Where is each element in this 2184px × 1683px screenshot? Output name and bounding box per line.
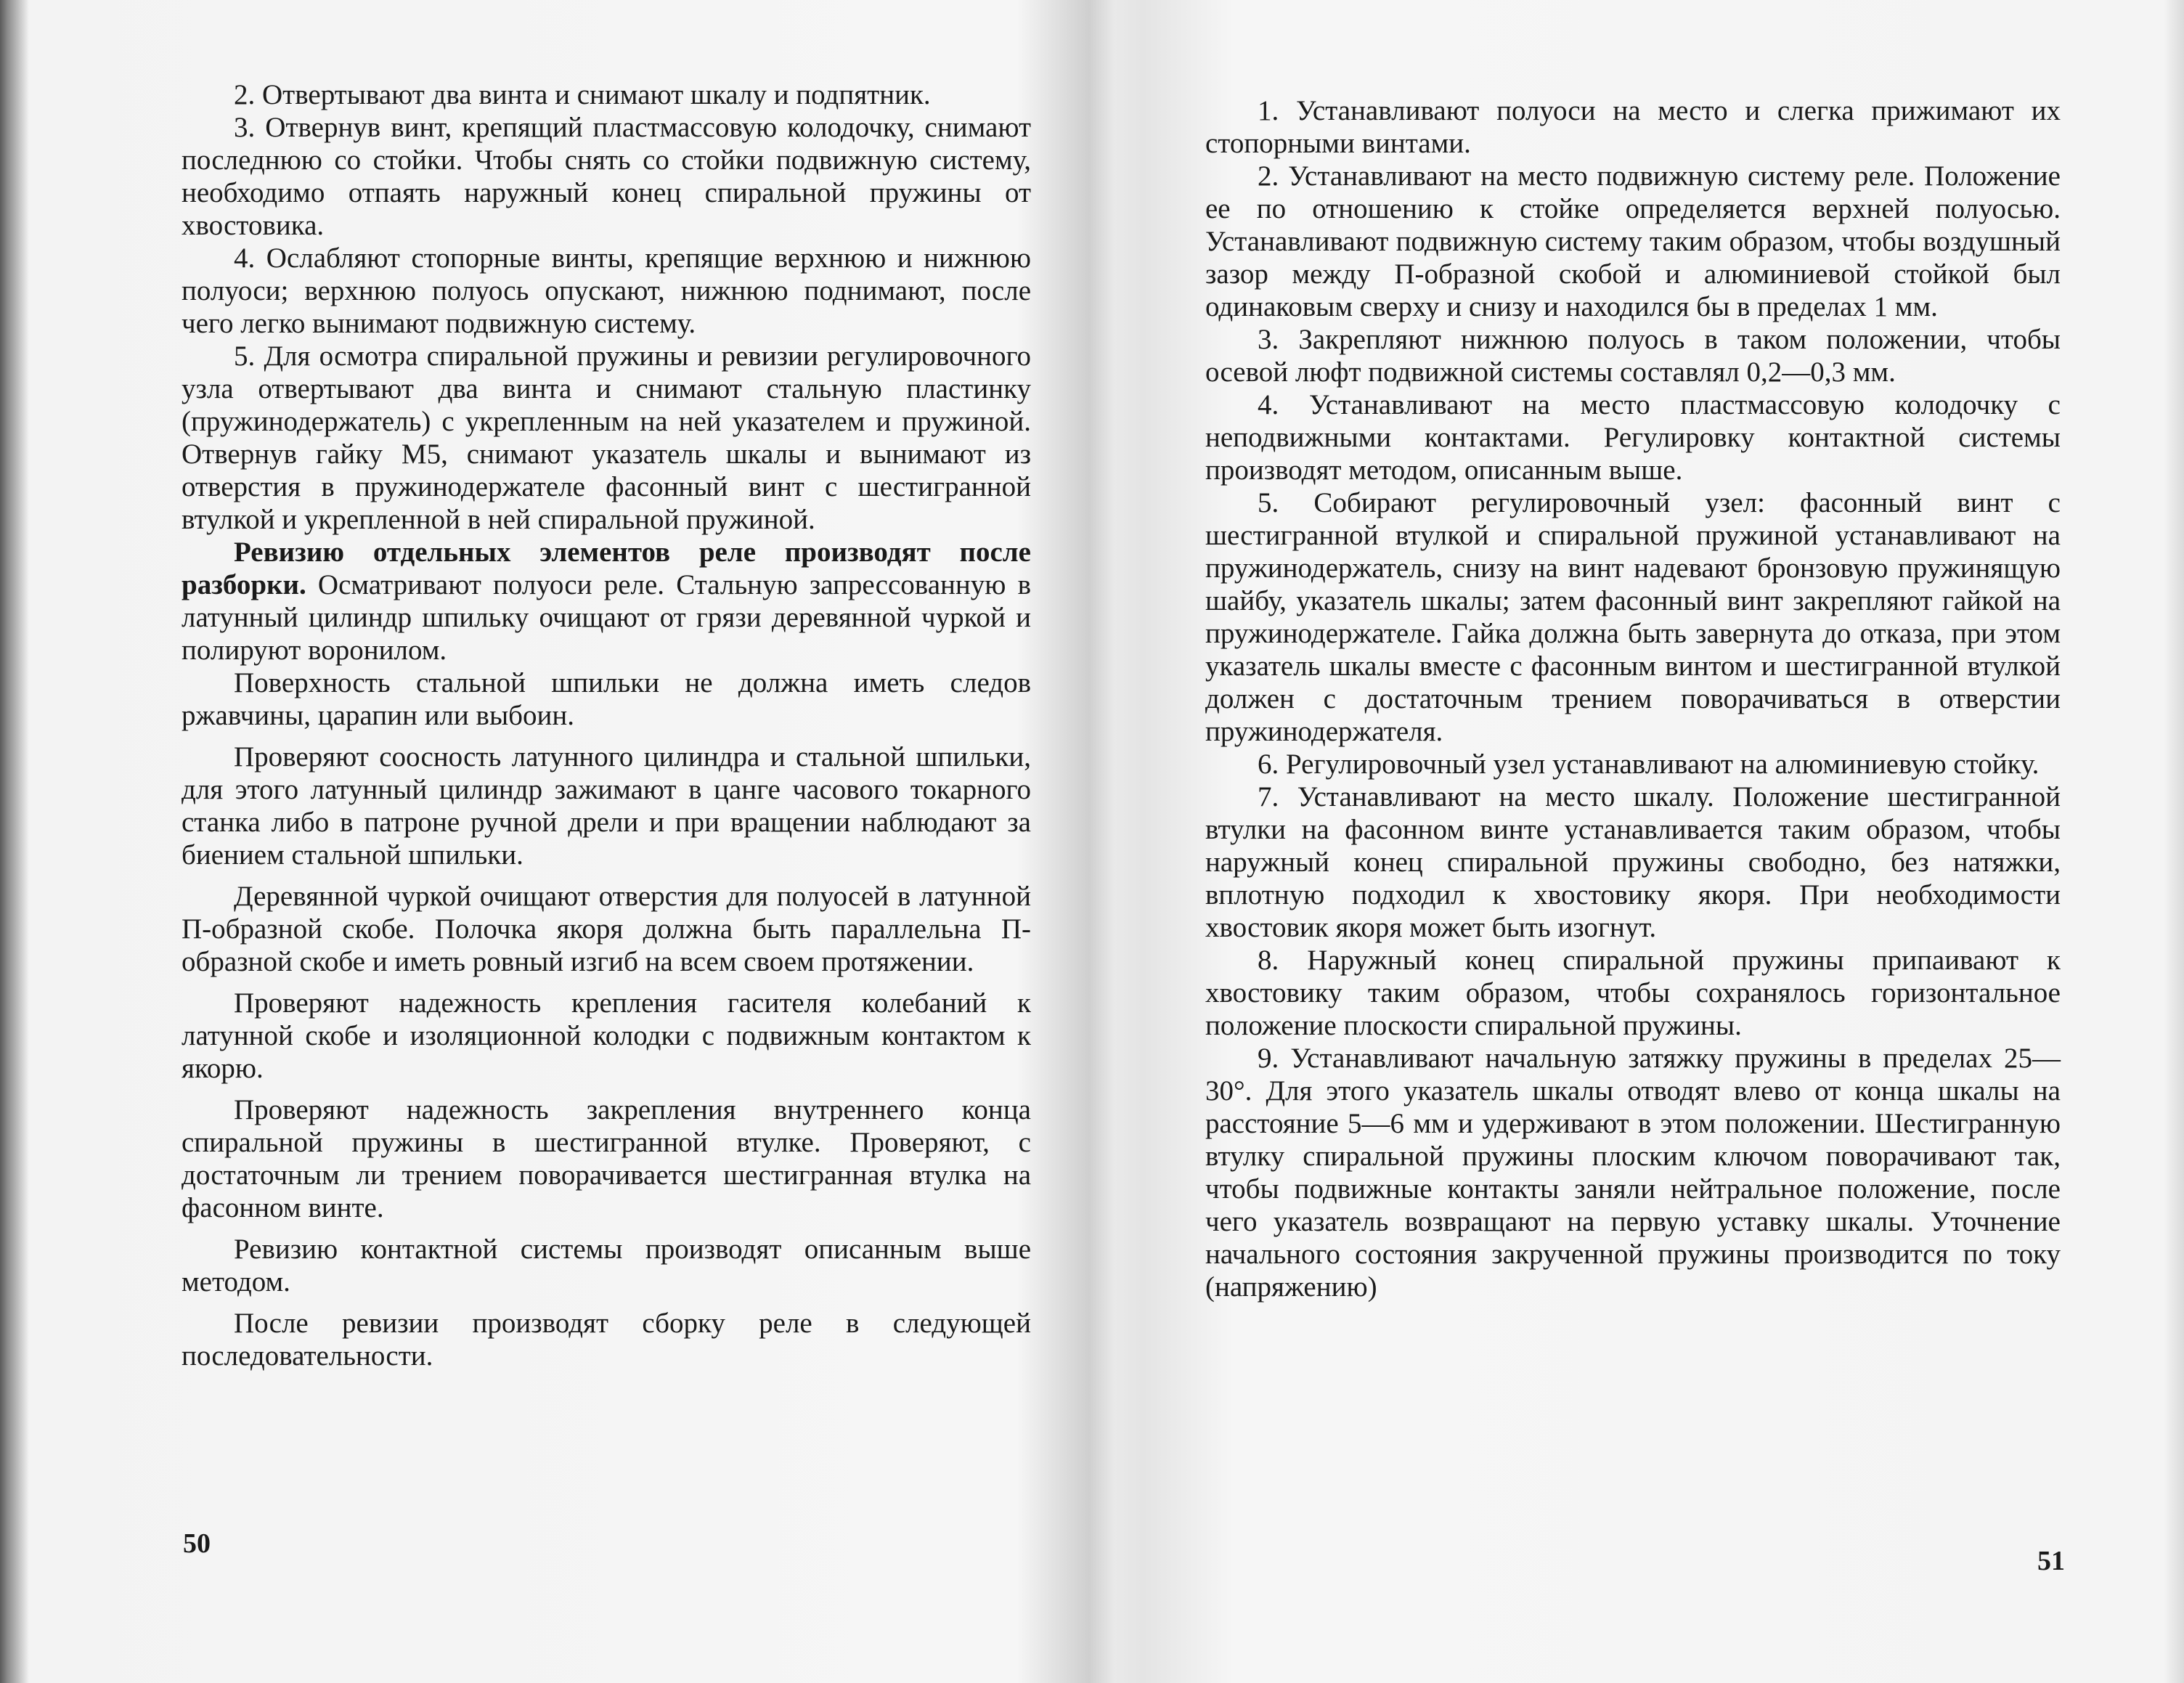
- paragraph-assembly-step-4: 4. Устанавливают на место пластмассовую колодочку с неподвижными контактами. Регулировку контактной системы производят методом, описанным выше.: [1205, 389, 2061, 486]
- revision-text: Осматривают полуоси реле. Стальную запрессованную в латунный цилиндр шпильку очищают от грязи деревянной чуркой и полируют воронилом.: [182, 569, 1031, 666]
- paragraph-contact-revision: Ревизию контактной системы производят описанным выше методом.: [182, 1234, 1031, 1297]
- paragraph-step-3: 3. Отвернув винт, крепящий пластмассовую колодочку, снимают последнюю со стойки. Чтобы снять со стойки подвижную систему, необходимо отпаять наружный конец спиральной пружины от хвостовика.: [182, 112, 1031, 241]
- page-number-left: 50: [183, 1528, 211, 1559]
- left-page: [0, 0, 1089, 1683]
- paragraph-assembly-step-9: 9. Устанавливают начальную затяжку пружины в пределах 25—30°. Для этого указатель шкалы отводят влево от конца шкалы на расстояние 5—6 мм и удерживают в этом положении. Шестигранную втулку спиральной пружины плоским ключом поворачивают так, чтобы подвижные контакты заняли нейтральное положение, после чего указатель возвращают на первую уставку шкалы. Уточнение начального состояния закрученной пружины производится по току (напряжению): [1205, 1043, 2061, 1303]
- paragraph-damper: Проверяют надежность крепления гасителя колебаний к латунной скобе и изоляционной колодки с подвижным контактом к якорю.: [182, 987, 1031, 1084]
- left-page-text: [182, 78, 1031, 1372]
- right-page: [1118, 0, 2184, 1683]
- paragraph-cleaning: Деревянной чуркой очищают отверстия для полуосей в латунной П-образной скобе. Полочка якоря должна быть параллельна П-образной скобе и иметь ровный изгиб на всем своем протяжении.: [182, 881, 1031, 977]
- revision-heading: Ревизию отдельных элементов реле производят после разборки.: [182, 537, 1031, 600]
- paragraph-spring-fixing: Проверяют надежность закрепления внутреннего конца спиральной пружины в шестигранной втулке. Проверяют, с достаточным ли трением поворачивается шестигранная втулка на фасонном винте.: [182, 1094, 1031, 1223]
- page-number-right: 51: [2037, 1546, 2065, 1576]
- paragraph-assembly-step-8: 8. Наружный конец спиральной пружины припаивают к хвостовику таким образом, чтобы сохранялось горизонтальное положение плоскости спиральной пружины.: [1205, 945, 2061, 1041]
- paragraph-rust: Поверхность стальной шпильки не должна иметь следов ржавчины, царапин или выбоин.: [182, 667, 1031, 731]
- paragraph-assembly-step-6: 6. Регулировочный узел устанавливают на алюминиевую стойку.: [1258, 749, 2040, 780]
- paragraph-assembly-step-2: 2. Устанавливают на место подвижную систему реле. Положение ее по отношению к стойке определяется верхней полуосью. Устанавливают подвижную систему таким образом, чтобы воздушный зазор между П-образной скобой и алюминиевой стойкой был одинаковым сверху и снизу и находился бы в пределах 1 мм.: [1205, 160, 2061, 322]
- paragraph-revision: [182, 536, 1031, 667]
- paragraph-step-4: 4. Ослабляют стопорные винты, крепящие верхнюю и нижнюю полуоси; верхнюю полуось опускают, нижнюю поднимают, после чего легко вынимают подвижную систему.: [182, 243, 1031, 339]
- paragraph-assembly-step-7: 7. Устанавливают на место шкалу. Положение шестигранной втулки на фасонном винте устанавливается таким образом, чтобы наружный конец спиральной пружины свободно, без натяжки, вплотную подходил к хвостовику якоря. При необходимости хвостовик якоря может быть изогнут.: [1205, 781, 2061, 943]
- right-page-text: [1205, 94, 2061, 1303]
- paragraph-step-2: 2. Отвертывают два винта и снимают шкалу и подпятник.: [234, 79, 931, 110]
- paragraph-assembly-intro: После ревизии производят сборку реле в следующей последовательности.: [182, 1308, 1031, 1372]
- paragraph-assembly-step-5: 5. Собирают регулировочный узел: фасонный винт с шестигранной втулкой и спиральной пружиной устанавливают на пружинодержатель, снизу на винт надевают бронзовую пружинящую шайбу, указатель шкалы; затем фасонный винт закрепляют гайкой на пружинодержателе. Гайка должна быть завернута до отказа, при этом указатель шкалы вместе с фасонным винтом и шестигранной втулкой должен с достаточным трением поворачиваться в отверстии пружинодержателя.: [1205, 487, 2061, 747]
- paragraph-assembly-step-3: 3. Закрепляют нижнюю полуось в таком положении, чтобы осевой люфт подвижной системы составлял 0,2—0,3 мм.: [1205, 324, 2061, 388]
- paragraph-coaxiality: Проверяют соосность латунного цилиндра и стальной шпильки, для этого латунный цилиндр зажимают в цанге часового токарного станка либо в патроне ручной дрели и при вращении наблюдают за биением стальной шпильки.: [182, 741, 1031, 871]
- paragraph-assembly-step-1: 1. Устанавливают полуоси на место и слегка прижимают их стопорными винтами.: [1205, 95, 2061, 159]
- paragraph-step-5: 5. Для осмотра спиральной пружины и ревизии регулировочного узла отвертывают два винта и снимают стальную пластинку (пружинодержатель) с укрепленным на ней указателем и пружиной. Отвернув гайку М5, снимают указатель шкалы и вынимают из отверстия в пружинодержателе фасонный винт с шестигранной втулкой и укрепленной в ней спиральной пружиной.: [182, 341, 1031, 535]
